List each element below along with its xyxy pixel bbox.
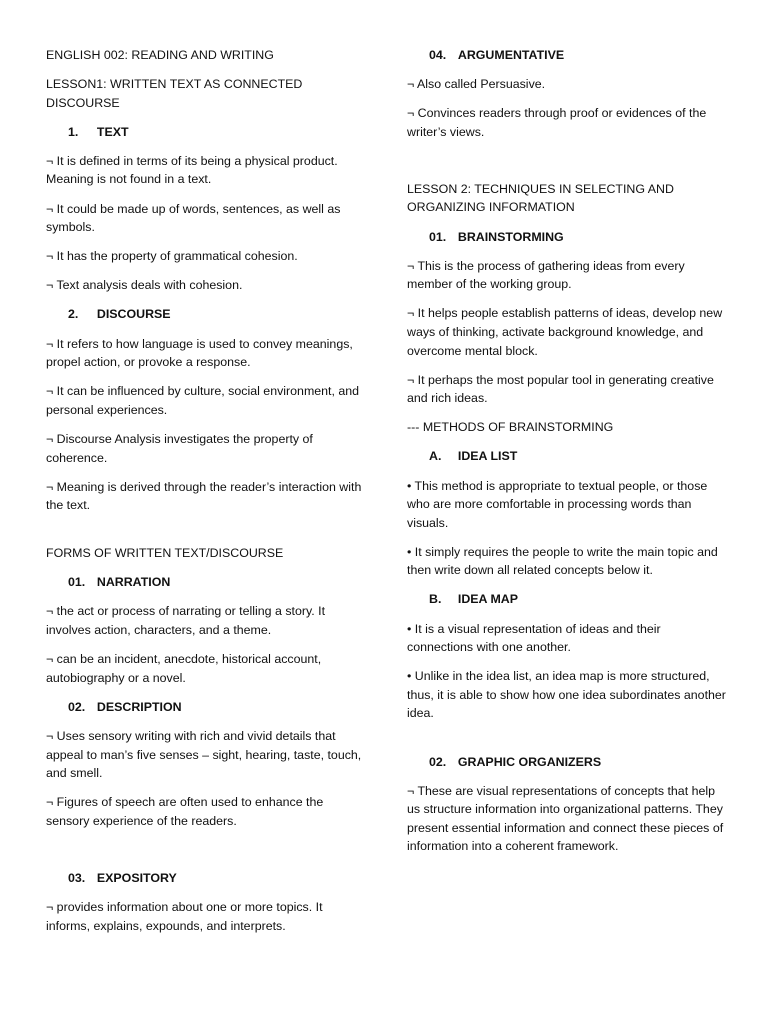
- brainstorming-point: ¬ It perhaps the most popular tool in generating creative and rich ideas.: [407, 372, 714, 406]
- discourse-heading-label: DISCOURSE: [96, 307, 171, 322]
- graphic-organizers-point: ¬ These are visual representations of concepts that help us structure information into organizational patterns. They present essential information and connect these pieces of information into a coherent framework.: [407, 783, 724, 854]
- description-heading: [68, 698, 366, 717]
- methods-title: --- METHODS OF BRAINSTORMING: [407, 420, 614, 435]
- expository-heading-number: 03.: [68, 870, 86, 885]
- discourse-point: ¬ Meaning is derived through the reader’s interaction with the text.: [46, 479, 362, 513]
- narration-heading-number: 01.: [68, 575, 86, 590]
- argumentative-heading: [429, 46, 727, 65]
- left-column: [46, 46, 366, 946]
- argumentative-heading-label: ARGUMENTATIVE: [457, 48, 565, 62]
- narration-heading: [68, 573, 366, 592]
- discourse-point: ¬ It can be influenced by culture, social environment, and personal experiences.: [46, 384, 360, 417]
- brainstorming-heading-label: BRAINSTORMING: [457, 229, 564, 244]
- description-point: ¬ Figures of speech are often used to enhance the sensory experience of the readers.: [46, 795, 324, 828]
- lesson2-title: LESSON 2: TECHNIQUES IN SELECTING AND ORGANIZING INFORMATION: [407, 181, 674, 215]
- expository-heading: [68, 869, 366, 888]
- description-heading-number: 02.: [68, 699, 86, 714]
- graphic-organizers-heading-label: GRAPHIC ORGANIZERS: [457, 754, 602, 769]
- graphic-organizers-heading: [429, 753, 727, 772]
- idea-list-heading-letter: A.: [429, 449, 442, 464]
- discourse-heading-number: 2.: [68, 307, 79, 322]
- description-heading-label: DESCRIPTION: [96, 699, 182, 714]
- text-heading-label: TEXT: [96, 124, 129, 139]
- idea-list-heading-label: IDEA LIST: [457, 449, 518, 464]
- graphic-organizers-heading-number: 02.: [429, 754, 447, 769]
- description-point: ¬ Uses sensory writing with rich and vivid details that appeal to man’s five senses – sight, hearing, taste, touch, and smell.: [46, 728, 362, 781]
- text-heading: [68, 123, 366, 142]
- idea-map-point: • Unlike in the idea list, an idea map is more structured, thus, it is able to show how one idea subordinates another idea.: [407, 669, 726, 721]
- right-column: [407, 46, 727, 867]
- expository-point: ¬ provides information about one or more topics. It informs, explains, expounds, and interprets.: [46, 900, 323, 933]
- idea-map-heading-label: IDEA MAP: [457, 592, 519, 607]
- argumentative-point: ¬ Convinces readers through proof or evidences of the writer’s views.: [407, 106, 707, 139]
- idea-map-heading: [429, 590, 727, 609]
- narration-point: ¬ can be an incident, anecdote, historical account, autobiography or a novel.: [46, 652, 322, 685]
- discourse-point: ¬ Discourse Analysis investigates the property of coherence.: [46, 431, 313, 465]
- brainstorming-heading: [429, 228, 727, 247]
- expository-heading-label: EXPOSITORY: [96, 870, 177, 885]
- text-heading-number: 1.: [68, 124, 79, 139]
- idea-list-point: • It simply requires the people to write the main topic and then write down all related concepts below it.: [407, 544, 718, 578]
- text-point: ¬ It is defined in terms of its being a physical product. Meaning is not found in a text.: [46, 153, 338, 187]
- argumentative-heading-number: 04.: [429, 48, 447, 62]
- idea-map-point: • It is a visual representation of ideas and their connections with one another.: [407, 621, 661, 655]
- forms-title: FORMS OF WRITTEN TEXT/DISCOURSE: [46, 546, 284, 561]
- brainstorming-point: ¬ This is the process of gathering ideas from every member of the working group.: [407, 258, 685, 292]
- idea-map-heading-letter: B.: [429, 592, 442, 607]
- text-point: ¬ It could be made up of words, sentences, as well as symbols.: [46, 201, 341, 235]
- course-title: ENGLISH 002: READING AND WRITING: [46, 48, 274, 62]
- lesson1-title: LESSON1: WRITTEN TEXT AS CONNECTED DISCOURSE: [46, 77, 303, 110]
- discourse-heading: [68, 305, 366, 324]
- text-point: ¬ Text analysis deals with cohesion.: [46, 278, 243, 293]
- idea-list-point: • This method is appropriate to textual people, or those who are more comfortable in processing words than visuals.: [407, 478, 708, 530]
- brainstorming-heading-number: 01.: [429, 229, 447, 244]
- narration-point: ¬ the act or process of narrating or telling a story. It involves action, characters, and a theme.: [46, 604, 326, 638]
- narration-heading-label: NARRATION: [96, 575, 171, 590]
- argumentative-point: ¬ Also called Persuasive.: [407, 77, 546, 92]
- text-point: ¬ It has the property of grammatical cohesion.: [46, 249, 298, 264]
- brainstorming-point: ¬ It helps people establish patterns of ideas, develop new ways of thinking, activate background knowledge, and overcome mental block.: [407, 306, 723, 358]
- idea-list-heading: [429, 447, 727, 466]
- discourse-point: ¬ It refers to how language is used to convey meanings, propel action, or provoke a response.: [46, 336, 353, 370]
